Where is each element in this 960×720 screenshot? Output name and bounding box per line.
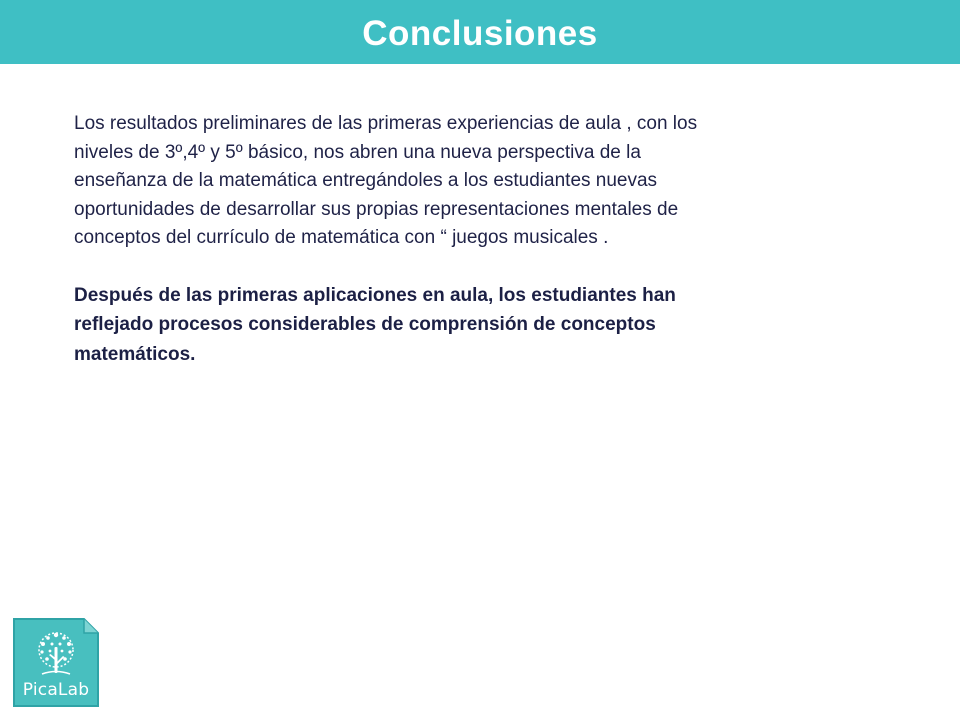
- paragraph-conclusion: Después de las primeras aplicaciones en aula, los estudiantes han reflejado procesos considerables de comprensión de conceptos matemáticos.: [74, 284, 676, 365]
- slide-title: Conclusiones: [362, 14, 598, 53]
- paragraph-results: Los resultados preliminares de las primeras experiencias de aula , con los niveles de 3º,4º y 5º básico, nos abren una nueva perspectiva de la enseñanza de la matemática entregándoles a los estudiantes nuevas oportunidades de desarrollar sus propias representaciones mentales de conceptos del currículo de matemática con “ juegos musicales .: [74, 113, 698, 248]
- slide-content: [74, 110, 864, 369]
- picalab-logo: [12, 617, 100, 708]
- logo-text: PicaLab: [22, 680, 90, 700]
